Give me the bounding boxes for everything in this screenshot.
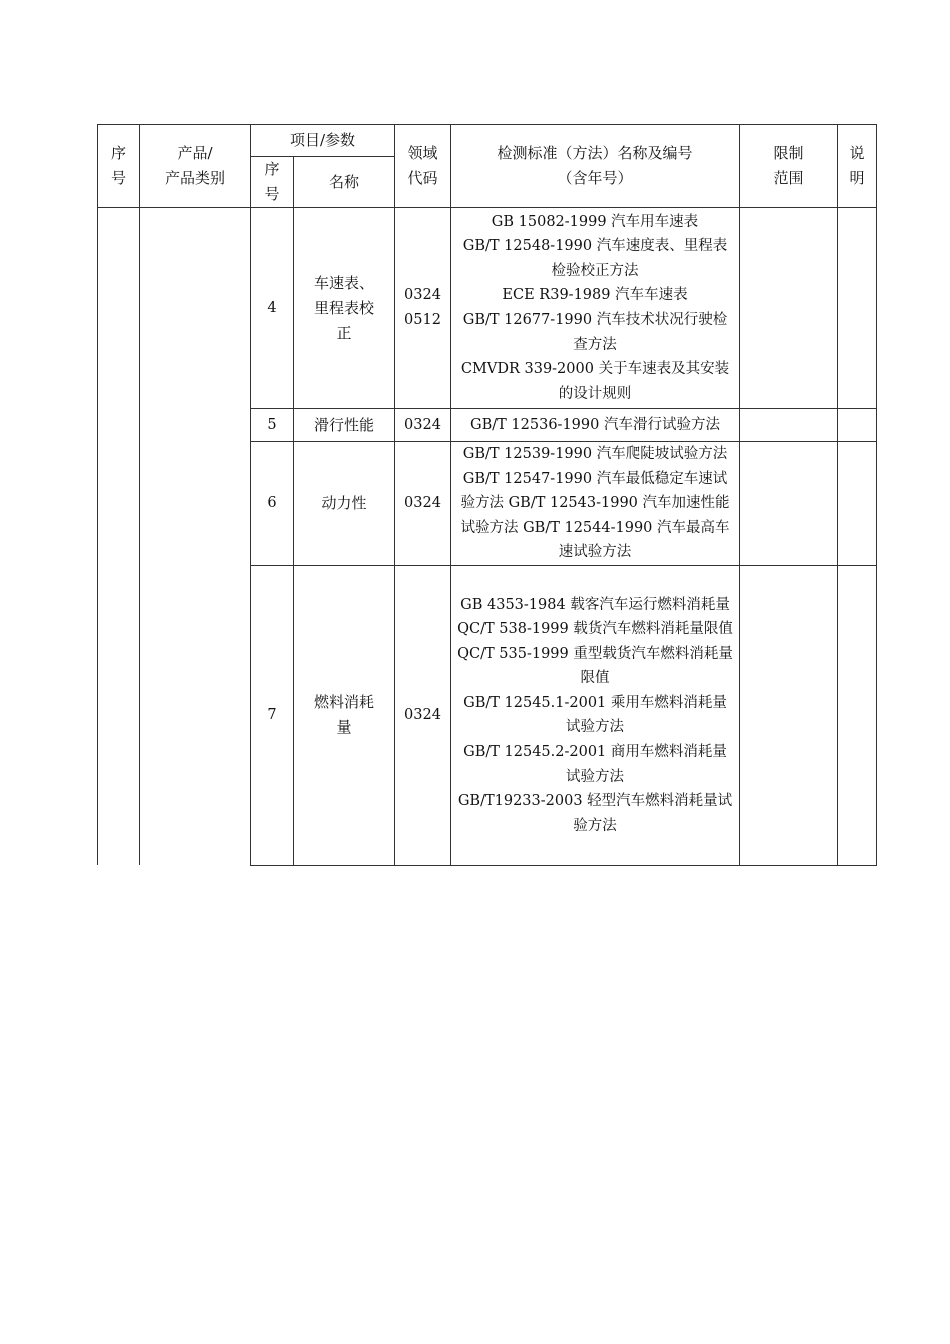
item-seq: 4 [251,208,294,409]
row-group-seq [98,208,140,866]
limit-range [740,409,838,442]
domain-code-line: 0324 [404,416,441,433]
domain-code-line: 0324 [404,287,441,303]
header-item-seq: 序 号 [251,157,294,208]
domain-code-line: 0512 [404,312,441,328]
domain-code-line: 0324 [404,494,441,511]
item-name [294,208,395,409]
standard-list [451,208,740,409]
item-name-line: 里程表校 [313,298,374,317]
item-name [294,442,395,566]
item-name-line: 滑行性能 [313,415,374,434]
header-standard: 检测标准（方法）名称及编号 （含年号） [451,125,740,208]
note [838,565,877,865]
table-row [98,208,877,409]
item-name-line: 量 [336,718,352,737]
domain-code [395,442,451,566]
header-limit-range: 限制 范围 [740,125,838,208]
item-name-line: 动力性 [321,493,367,512]
standard-entry: CMVDR 339-2000 关于车速表及其安装的设计规则 [460,361,730,402]
standard-entry: QC/T 538-1999 载货汽车燃料消耗量限值 [457,621,733,638]
header-note: 说 明 [838,125,877,208]
standard-list [451,565,740,865]
item-seq: 7 [251,565,294,865]
standard-entry: ECE R39-1989 汽车车速表 [502,287,688,304]
standard-entry: GB/T 12677-1990 汽车技术状况行驶检查方法 [462,312,728,353]
row-group-product [140,208,251,866]
limit-range [740,565,838,865]
header-item-param: 项目/参数 [251,125,395,157]
header-item-name: 名称 [294,157,395,208]
item-seq: 5 [251,409,294,442]
limit-range [740,208,838,409]
item-name-line: 车速表、 [313,273,374,292]
item-name [294,565,395,865]
standard-entry: GB/T 12545.2-2001 商用车燃料消耗量试验方法 [463,744,727,785]
standard-list [451,442,740,566]
standard-list [451,409,740,442]
standard-entry: GB/T 12545.1-2001 乘用车燃料消耗量试验方法 [463,694,727,736]
header-product-category: 产品/ 产品类别 [140,125,251,208]
standard-entry: GB/T 12539-1990 汽车爬陡坡试验方法 GB/T 12547-1990 汽车最低稳定车速试验方法 GB/T 12543-1990 汽车加速性能试验方法 GB/T 12544-1990 汽车最高车速试验方法 [460,446,730,561]
domain-code [395,208,451,409]
standard-entry: GB 4353-1984 载客汽车运行燃料消耗量 [460,596,730,613]
note [838,208,877,409]
domain-code [395,409,451,442]
item-seq: 6 [251,442,294,566]
item-name-line: 燃料消耗 [313,693,374,712]
header-row [98,125,877,157]
domain-code [395,565,451,865]
standards-table [97,124,877,866]
item-name-line: 正 [336,323,352,342]
standard-entry: GB/T19233-2003 轻型汽车燃料消耗量试验方法 [457,793,733,834]
standard-entry: GB 15082-1999 汽车用车速表 [491,213,699,230]
limit-range [740,442,838,566]
note [838,409,877,442]
note [838,442,877,566]
standard-entry: GB/T 12548-1990 汽车速度表、里程表检验校正方法 [462,238,728,279]
header-seq: 序 号 [98,125,140,208]
standard-entry: GB/T 12536-1990 汽车滑行试验方法 [470,416,720,433]
domain-code-line: 0324 [404,706,441,723]
standard-entry: QC/T 535-1999 重型载货汽车燃料消耗量限值 [457,645,733,687]
header-domain-code: 领域 代码 [395,125,451,208]
item-name [294,409,395,442]
